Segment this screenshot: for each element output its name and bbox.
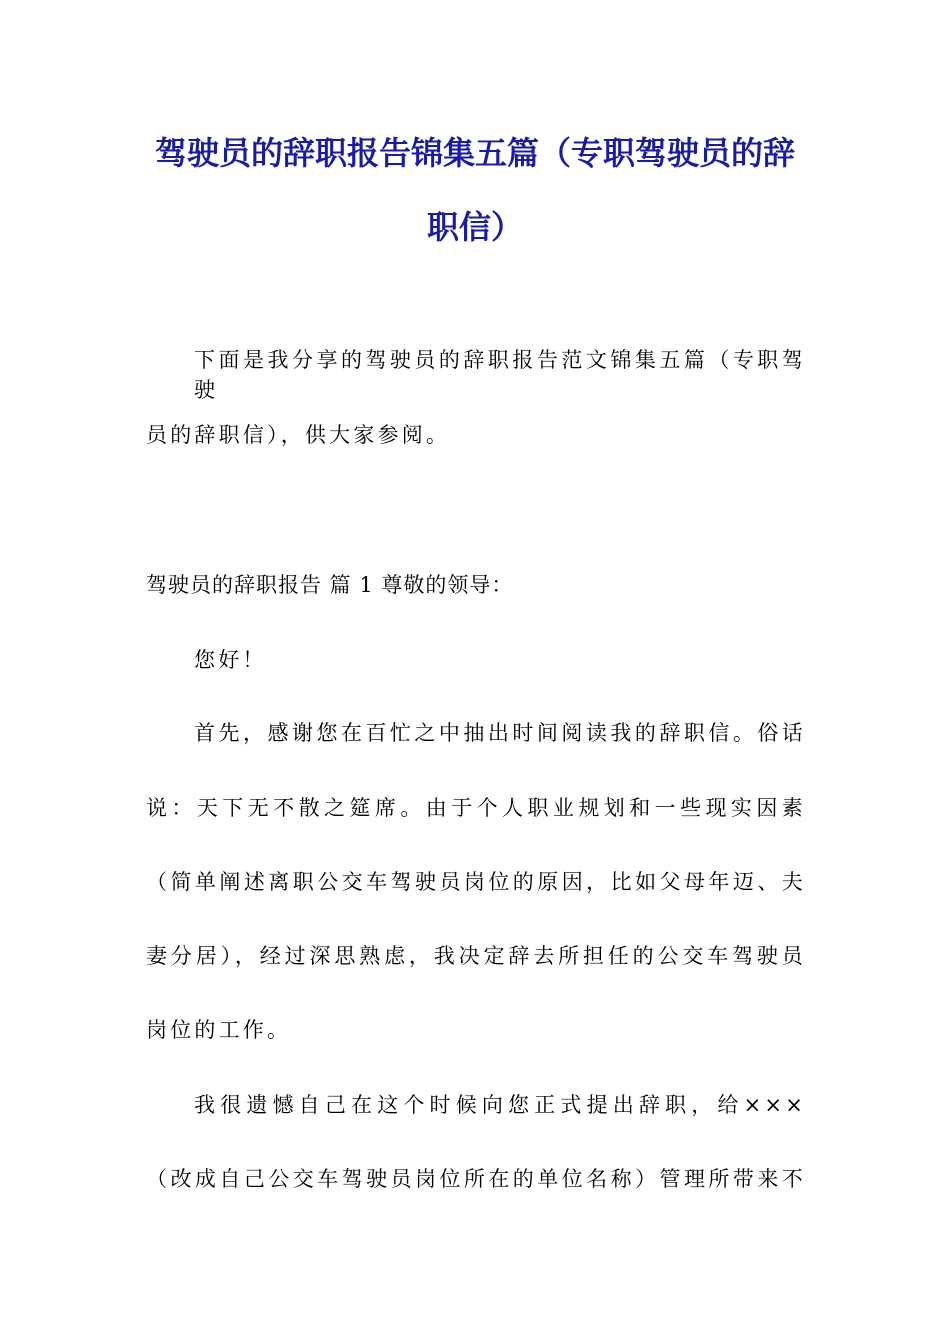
paragraph-1-line-2: 说：天下无不散之筵席。由于个人职业规划和一些现实因素 [146, 796, 806, 820]
paragraph-1-line-3: （简单阐述离职公交车驾驶员岗位的原因，比如父母年迈、夫 [146, 870, 806, 894]
intro-line-2: 员的辞职信），供大家参阅。 [146, 423, 451, 447]
paragraph-1-line-4: 妻分居），经过深思熟虑，我决定辞去所担任的公交车驾驶员 [146, 944, 806, 968]
paragraph-2-line-1: 我很遗憾自己在这个时候向您正式提出辞职，给××× [194, 1093, 806, 1117]
greeting: 您好！ [194, 648, 267, 672]
section-1-heading: 驾驶员的辞职报告 篇 1 尊敬的领导： [146, 573, 514, 597]
intro-line-1: 下面是我分享的驾驶员的辞职报告范文锦集五篇（专职驾驶 [194, 348, 806, 402]
paragraph-1-line-1: 首先，感谢您在百忙之中抽出时间阅读我的辞职信。俗话 [194, 721, 806, 745]
paragraph-1-line-5: 岗位的工作。 [146, 1018, 292, 1042]
paragraph-2-line-2: （改成自己公交车驾驶员岗位所在的单位名称）管理所带来不 [146, 1167, 806, 1191]
document-title: 驾驶员的辞职报告锦集五篇（专职驾驶员的辞职信） [154, 134, 795, 246]
